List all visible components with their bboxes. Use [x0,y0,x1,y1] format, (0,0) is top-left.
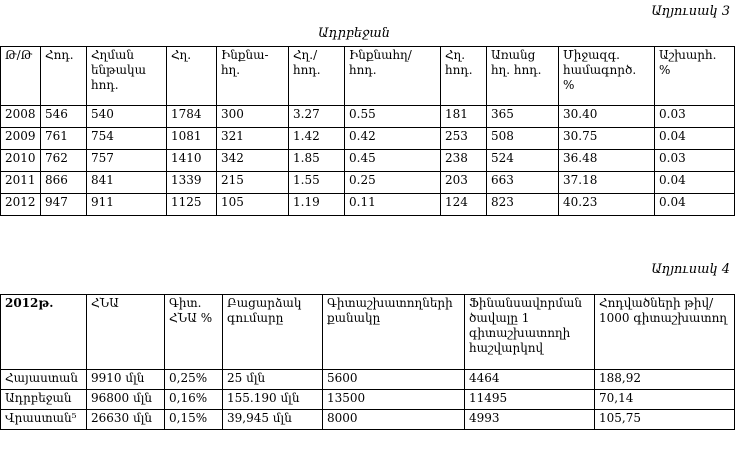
table-cell: 8000 [323,410,465,430]
table-cell: 1.85 [289,150,345,172]
table-cell: 181 [441,106,487,128]
table-cell: 203 [441,172,487,194]
table-cell: 25 մլն [223,370,323,390]
table-cell: 508 [487,128,559,150]
table-cell: 300 [217,106,289,128]
table-cell: 3.27 [289,106,345,128]
table4-header-row [1,295,735,370]
table-cell: 0.03 [655,150,735,172]
table-cell: 754 [87,128,167,150]
table-cell: 757 [87,150,167,172]
table-cell: 0.04 [655,172,735,194]
table-cell: 2008 [1,106,41,128]
table3-header-cell: Թ/Թ [1,47,41,106]
table-cell: 2012 [1,194,41,216]
table-cell: 321 [217,128,289,150]
table-cell: 841 [87,172,167,194]
table4-header-cell: Բացարձակ գումարը [223,295,323,370]
table-cell: 0.11 [345,194,441,216]
table-row [1,390,735,410]
table-cell: 1339 [167,172,217,194]
table-row [1,194,735,216]
table-cell: 215 [217,172,289,194]
table-cell: 4993 [465,410,595,430]
table-cell: 911 [87,194,167,216]
table-cell: 70,14 [595,390,735,410]
science-funding-comparison-table [0,294,735,430]
table-cell: 40.23 [559,194,655,216]
table-row [1,150,735,172]
table-cell: 0.55 [345,106,441,128]
table-cell: 1784 [167,106,217,128]
table-cell: 9910 մլն [87,370,165,390]
azerbaijan-publication-table [0,46,735,216]
table-cell: Ադրբեջան [1,390,87,410]
table-cell: 124 [441,194,487,216]
table3-header-cell: Ինքնահղ/ հոդ. [345,47,441,106]
table-cell: 37.18 [559,172,655,194]
table-cell: 155.190 մլն [223,390,323,410]
table-cell: 524 [487,150,559,172]
table3-header-cell: Հոդ. [41,47,87,106]
table-row [1,370,735,390]
table-cell: 947 [41,194,87,216]
table-cell: 540 [87,106,167,128]
table-cell: 30.75 [559,128,655,150]
table3-caption: Աղյուսակ 3 [651,4,730,19]
table3-header-row [1,47,735,106]
table4-header-cell: Գիտաշխատողների քանակը [323,295,465,370]
table-cell: 365 [487,106,559,128]
table-cell: 238 [441,150,487,172]
table-cell: 823 [487,194,559,216]
table3-country-title: Ադրբեջան [318,26,391,41]
table-cell: 762 [41,150,87,172]
table-cell: 2009 [1,128,41,150]
table-cell: 11495 [465,390,595,410]
table3-header-cell: Հղման ենթակա հոդ. [87,47,167,106]
table4-header-cell: Ֆինանսավորման ծավալը 1 գիտաշխատողի հաշվարկով [465,295,595,370]
table-cell: 1125 [167,194,217,216]
table-cell: 5600 [323,370,465,390]
table-cell: 96800 մլն [87,390,165,410]
table-cell: 105 [217,194,289,216]
table3-header-cell: Հղ./ հոդ. [289,47,345,106]
table-row [1,106,735,128]
table-cell: 13500 [323,390,465,410]
table-cell: 39,945 մլն [223,410,323,430]
table-cell: 0.04 [655,194,735,216]
table-cell: 253 [441,128,487,150]
table-cell: 1.55 [289,172,345,194]
table-cell: 761 [41,128,87,150]
table-cell: 0,25% [165,370,223,390]
table-cell: 1.19 [289,194,345,216]
table-cell: 1.42 [289,128,345,150]
table3-header-cell: Հղ. հոդ. [441,47,487,106]
table-cell: Հայաստան [1,370,87,390]
table-cell: 0.25 [345,172,441,194]
table3-header-cell: Ինքնա- հղ. [217,47,289,106]
table-cell: 0.03 [655,106,735,128]
table-cell: 0,16% [165,390,223,410]
table-cell: 1081 [167,128,217,150]
table-cell: Վրաստան⁵ [1,410,87,430]
table-cell: 105,75 [595,410,735,430]
table3-header-cell: Հղ. [167,47,217,106]
table-cell: 0,15% [165,410,223,430]
table-cell: 26630 մլն [87,410,165,430]
table-cell: 188,92 [595,370,735,390]
table3-header-cell: Միջազգ. համագործ. % [559,47,655,106]
table4-header-cell: ՀՆԱ [87,295,165,370]
table4-header-cell: 2012թ. [1,295,87,370]
table-cell: 546 [41,106,87,128]
table-cell: 866 [41,172,87,194]
table-row [1,128,735,150]
table3-header-cell: Առանց հղ. հոդ. [487,47,559,106]
table-row [1,410,735,430]
table3-header-cell: Աշխարհ. % [655,47,735,106]
table-cell: 2010 [1,150,41,172]
table-cell: 663 [487,172,559,194]
table-cell: 0.04 [655,128,735,150]
table4-caption: Աղյուսակ 4 [651,262,730,277]
table-cell: 4464 [465,370,595,390]
table-cell: 0.42 [345,128,441,150]
table-cell: 342 [217,150,289,172]
table-row [1,172,735,194]
table-cell: 2011 [1,172,41,194]
table-cell: 36.48 [559,150,655,172]
table-cell: 0.45 [345,150,441,172]
table4-header-cell: Հոդվածների թիվ/ 1000 գիտաշխատող [595,295,735,370]
table-cell: 1410 [167,150,217,172]
table4-header-cell: Գիտ. ՀՆԱ % [165,295,223,370]
table-cell: 30.40 [559,106,655,128]
